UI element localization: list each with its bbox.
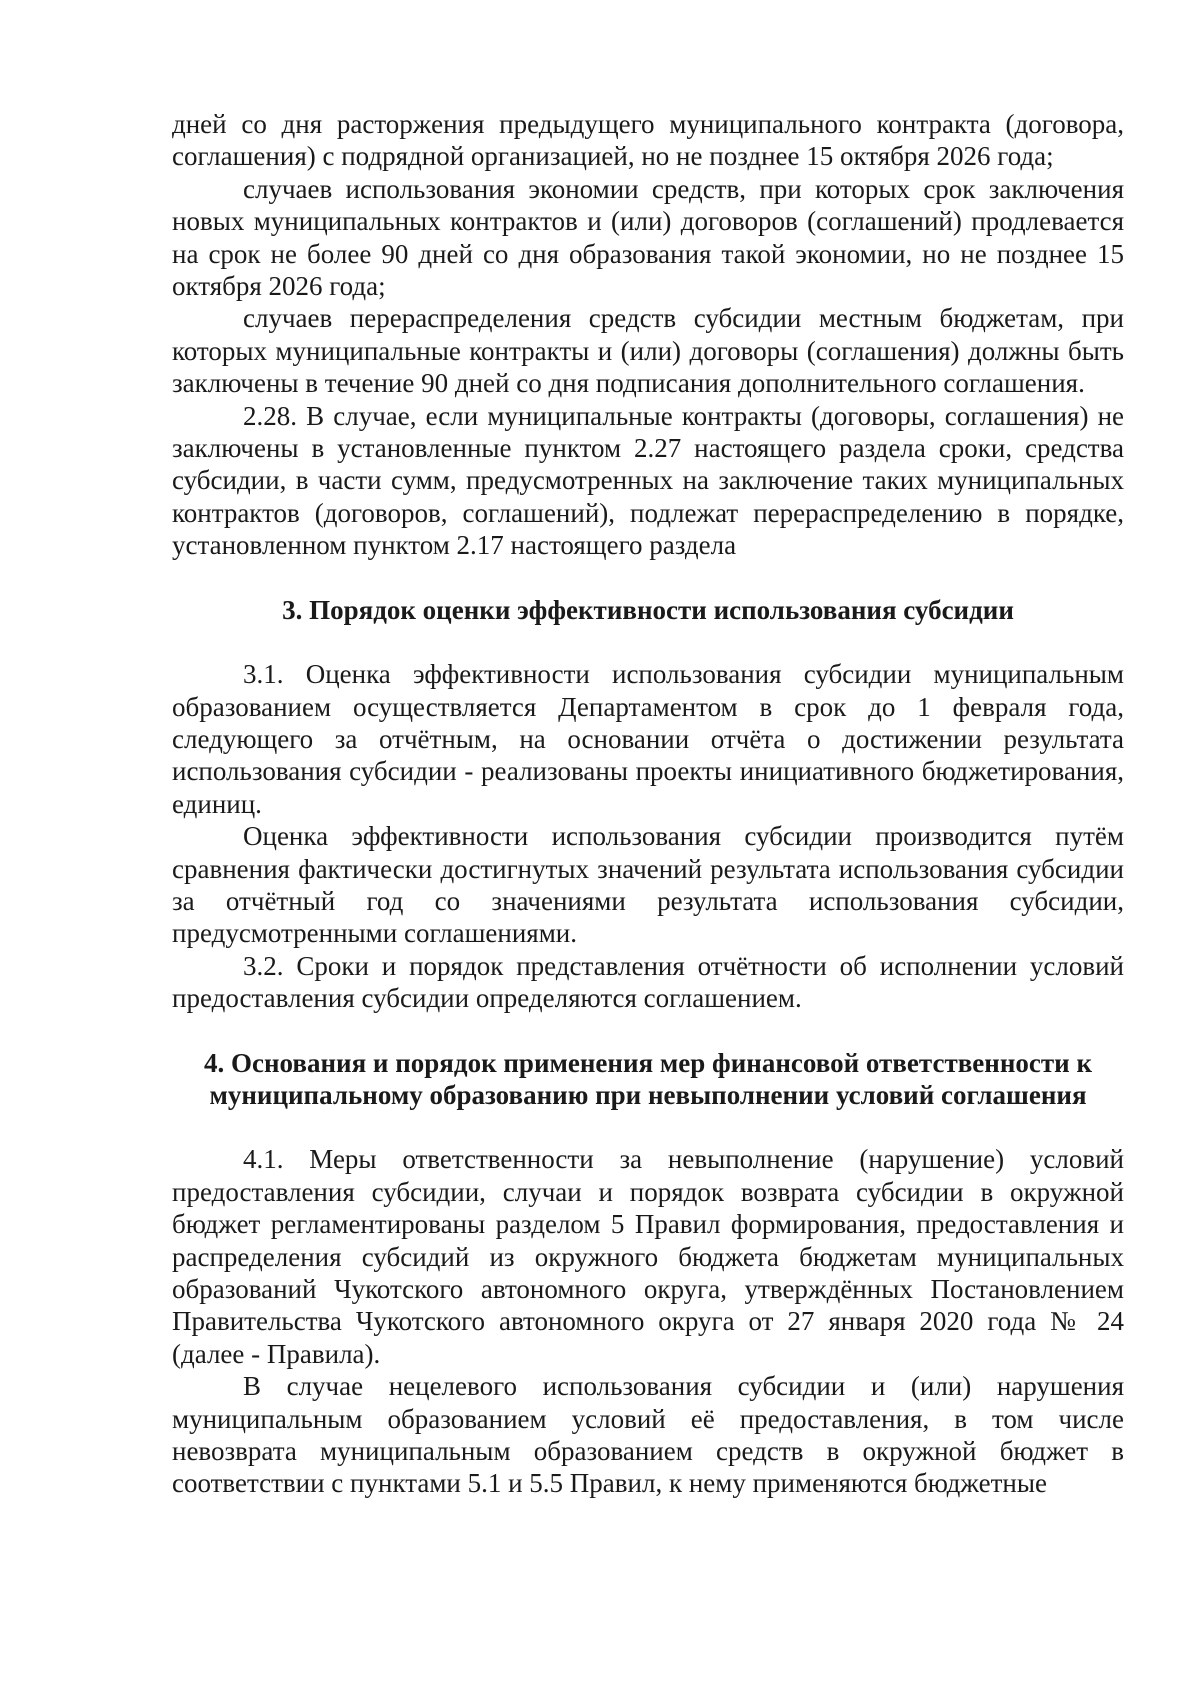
paragraph-4-1: 4.1. Меры ответственности за невыполнение (нарушение) условий предоставления субсидии, случаи и порядок возврата субсидии в окружной бюджет регламентированы разделом 5 Правил формирования, предоставления и распределения субсидий из окружного бюджета бюджетам муниципальных образований Чукотского автономного округа, утверждённых Постановлением Правительства Чукотского автономного округа от 27 января 2020 года № 24 (далее - Правила). <box>172 1144 1124 1369</box>
paragraph-redistribution-cases: случаев перераспределения средств субсидии местным бюджетам, при которых муниципальные контракты и (или) договоры (соглашения) должны быть заключены в течение 90 дней со дня подписания дополнительного соглашения. <box>172 303 1124 399</box>
paragraph-3-2: 3.2. Сроки и порядок представления отчётности об исполнении условий предоставления субсидии определяются соглашением. <box>172 950 1124 1014</box>
paragraph-evaluation: Оценка эффективности использования субсидии производится путём сравнения фактически достигнутых значений результата использования субсидии за отчётный год со значениями результата использования субсидии, предусмотренными соглашениями. <box>172 821 1124 949</box>
section-4-heading <box>172 1047 1124 1112</box>
paragraph-misuse: В случае нецелевого использования субсидии и (или) нарушения муниципальным образованием условий её предоставления, в том числе невозврата муниципальным образованием средств в окружной бюджет в соответствии с пунктами 5.1 и 5.5 Правил, к нему применяются бюджетные <box>172 1371 1124 1499</box>
section-4-heading-line-2: муниципальному образованию при невыполнении условий соглашения <box>209 1079 1087 1110</box>
paragraph-continuation: дней со дня расторжения предыдущего муниципального контракта (договора, соглашения) с подрядной организацией, но не позднее 15 октября 2026 года; <box>172 109 1124 172</box>
paragraph-3-1: 3.1. Оценка эффективности использования субсидии муниципальным образованием осуществляется Департаментом в срок до 1 февраля года, следующего за отчётным, на основании отчёта о достижении результата использования субсидии - реализованы проекты инициативного бюджетирования, единиц. <box>172 659 1124 819</box>
paragraph-2-28: 2.28. В случае, если муниципальные контракты (договоры, соглашения) не заключены в установленные пунктом 2.27 настоящего раздела сроки, средства субсидии, в части сумм, предусмотренных на заключение таких муниципальных контрактов (договоров, соглашений), подлежат перераспределению в порядке, установленном пунктом 2.17 настоящего раздела <box>172 400 1124 561</box>
section-4-heading-line-1: 4. Основания и порядок применения мер финансовой ответственности к <box>204 1047 1092 1078</box>
section-3-heading: 3. Порядок оценки эффективности использования субсидии <box>282 594 1014 625</box>
document-page <box>172 108 1124 1500</box>
paragraph-economy-cases: случаев использования экономии средств, при которых срок заключения новых муниципальных контрактов и (или) договоров (соглашений) продлевается на срок не более 90 дней со дня образования такой экономии, но не позднее 15 октября 2026 года; <box>172 173 1124 302</box>
